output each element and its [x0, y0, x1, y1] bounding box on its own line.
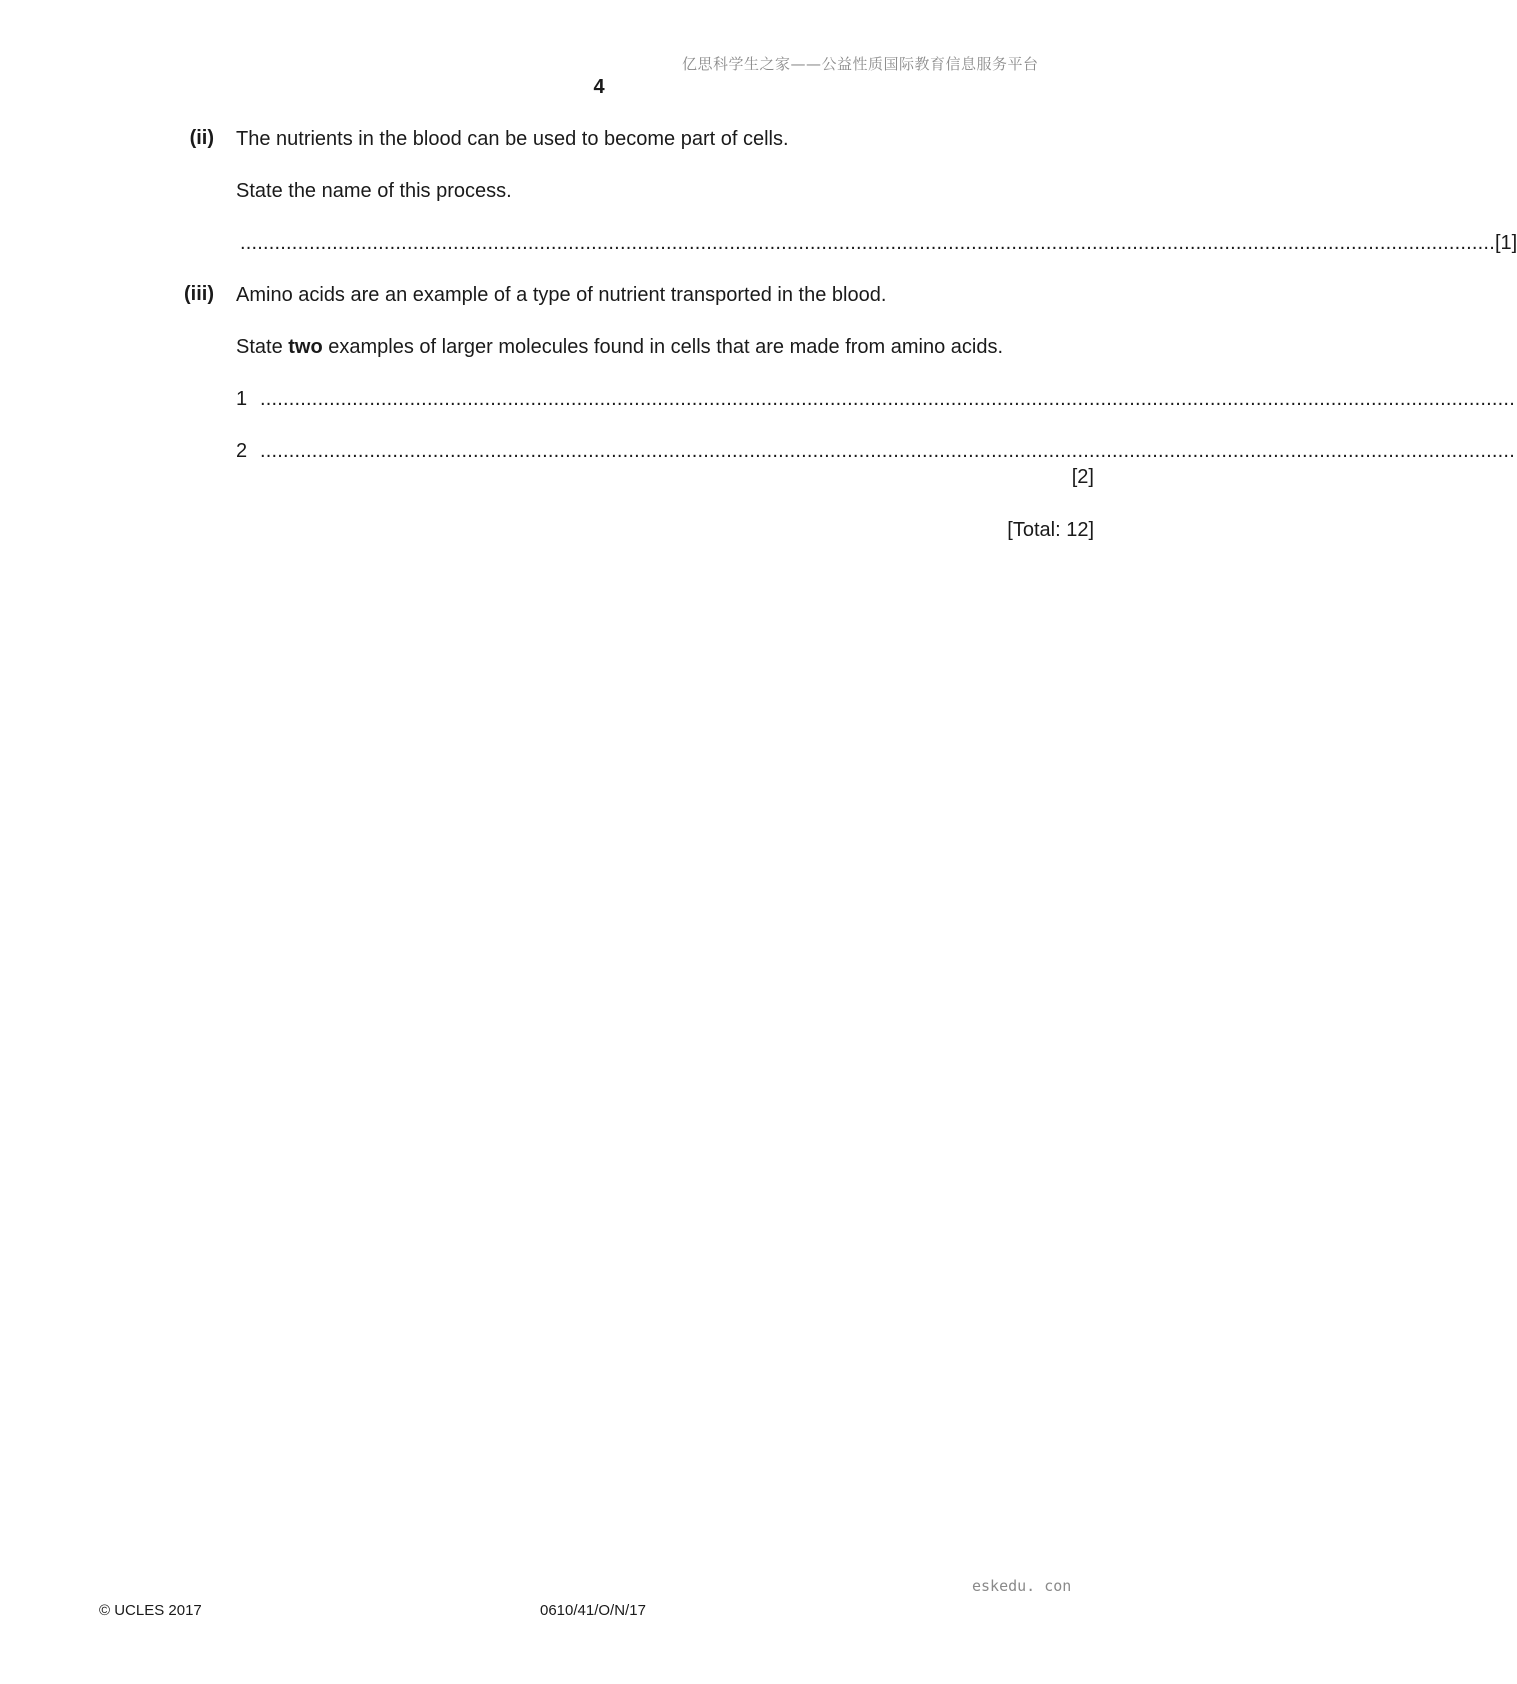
watermark-bottom: eskedu. con — [972, 1577, 1072, 1595]
question-iii-text: Amino acids are an example of a type of nutrient transported in the blood. — [236, 284, 887, 306]
question-label-ii: (ii) — [189, 127, 214, 149]
marks-iii: [2] — [1071, 466, 1094, 488]
answer-line-2[interactable] — [236, 439, 1515, 463]
page-number: 4 — [593, 76, 605, 98]
answer-number-2: 2 — [236, 440, 248, 462]
watermark-top: 亿思科学生之家——公益性质国际教育信息服务平台 — [682, 55, 1039, 73]
answer-line-ii[interactable] — [240, 231, 1517, 255]
answer-line-1[interactable] — [236, 387, 1515, 411]
question-ii-text: The nutrients in the blood can be used to become part of cells. — [236, 128, 789, 150]
paper-code: 0610/41/O/N/17 — [540, 1602, 646, 1619]
instruction-post: examples of larger molecules found in cells that are made from amino acids. — [322, 336, 1004, 358]
instruction-pre: State — [236, 336, 289, 358]
answer-dots: .......................................................................................................................................................................................................................... — [260, 388, 1515, 410]
total-marks: [Total: 12] — [1007, 519, 1094, 541]
marks-ii: [1] — [1494, 232, 1517, 254]
question-label-iii: (iii) — [184, 283, 214, 305]
answer-number-1: 1 — [236, 388, 248, 410]
instruction-bold: two — [288, 336, 323, 358]
answer-dots: .......................................................................................................................................................................................................................... — [260, 440, 1515, 462]
answer-dots: .......................................................................................................................................................................................................................... — [240, 232, 1495, 254]
question-ii-instruction: State the name of this process. — [236, 180, 512, 202]
copyright: © UCLES 2017 — [99, 1602, 202, 1619]
question-iii-instruction — [236, 335, 1003, 359]
